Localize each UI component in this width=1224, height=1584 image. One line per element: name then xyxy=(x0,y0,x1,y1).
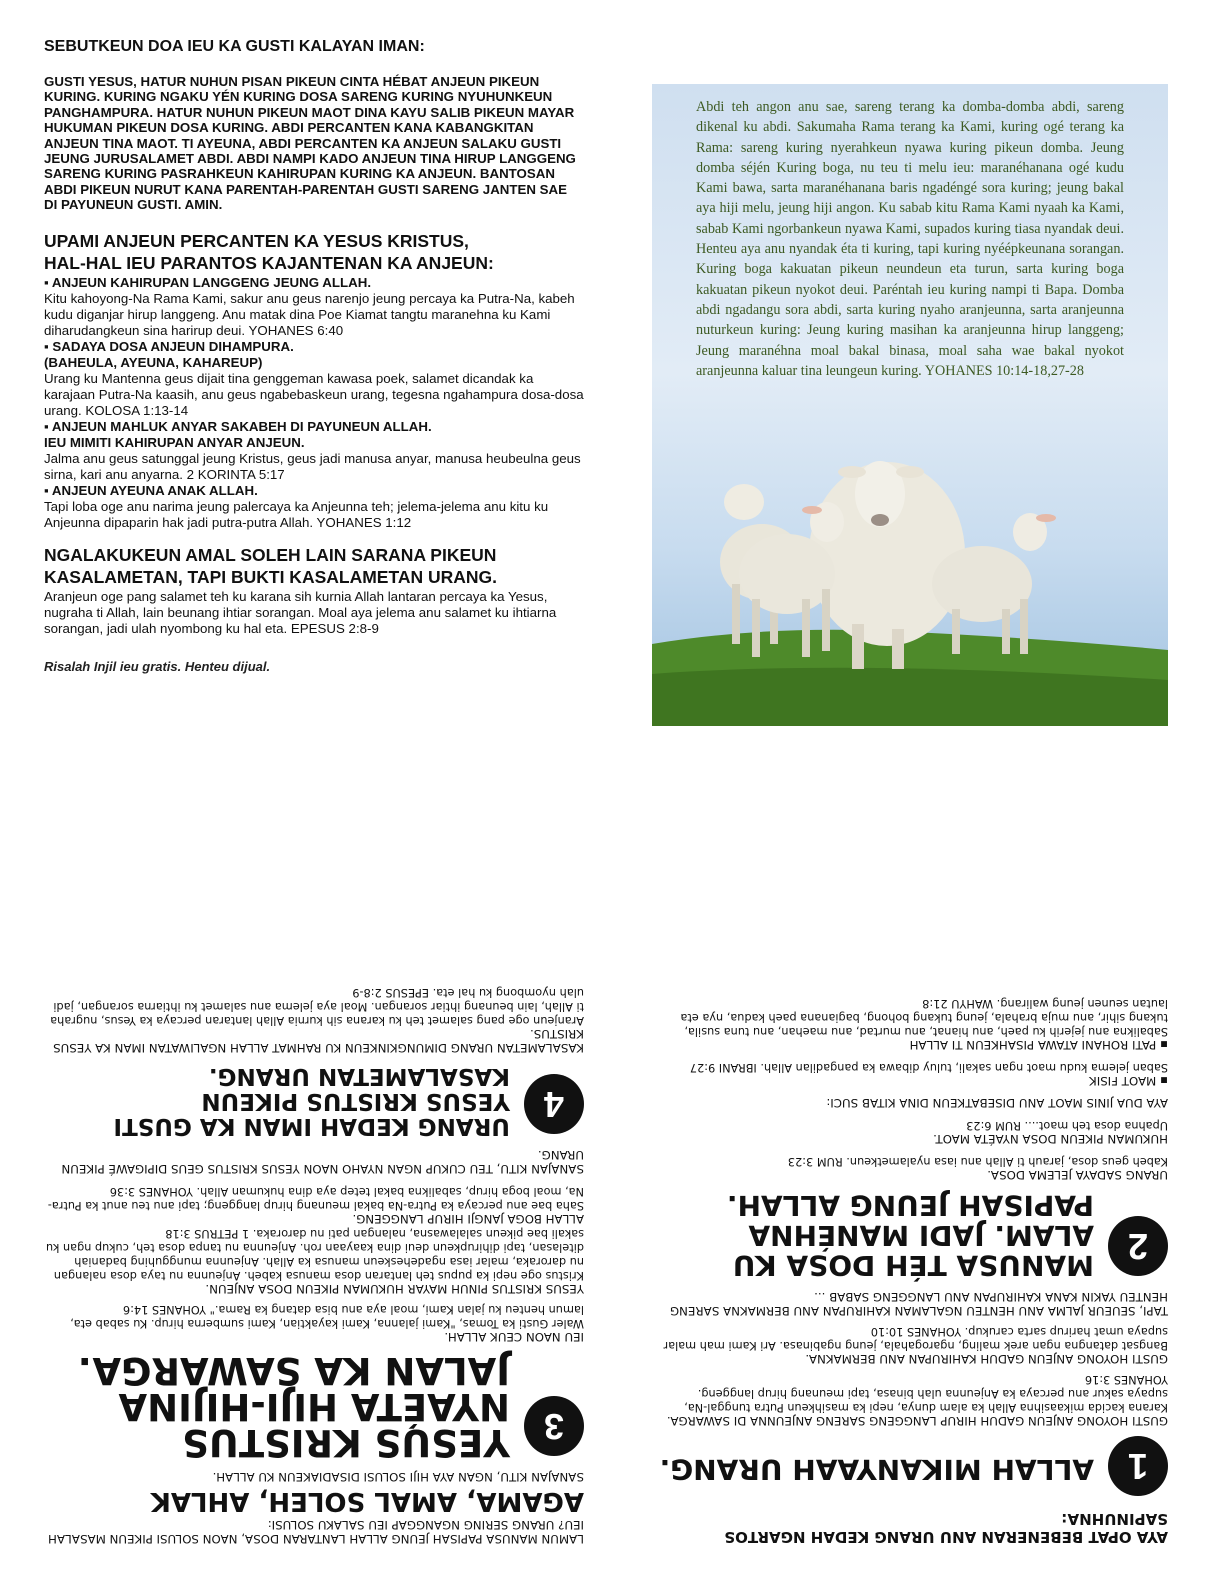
step-3-point-b: YESUS KRISTUS PINUH MAYAR HUKUMAN PIKEUN DOSA ANJEUN. xyxy=(205,1282,584,1296)
bullet-forgiven-sub: (BAHEULA, AYEUNA, KAHAREUP) xyxy=(44,354,263,370)
step-2-point-e-text: Sabalikna anu jejerih ku paeh, anu hianat, anu murtad, anu maehan, anu tuna susila, tukang sihir, anu muja brahala, jeung tukang bohong, bagianana paeh kadua, nya eta lautan seunen jeung walirang. WAHYU 21:8 xyxy=(680,997,1168,1038)
step-2-number: 2 xyxy=(1108,1216,1168,1276)
step-1-number: 1 xyxy=(1108,1436,1168,1496)
step-2-point-b-text: Upahna dosa teh maot.... RUM 6:23 xyxy=(966,1119,1168,1132)
step-1-point-a: GUSTI HOYONG ANJEUN GADUH HIRUP LANGGENG SARENG ANJEUNNA DI SAWARGA. xyxy=(666,1414,1168,1428)
step-3-point-b-text: Kristus oge nepi ka pupus teh lantaran dosa manusa kabeh. Anjeunna nu taya dosa nalangan nu daroraka, malar iasa ngadeheskeun manusa ka Allah. Anjeunna mungguhing badaniah ditelasan, tapi dihirupkeun deui dina kaayaan roh. Anjeunna nu tanpa dosa teh, cukup ngan ku sakali bae pikeun salalawasna, nalangan pati nu daroraka. 1 PETRUS 3:18 xyxy=(46,1227,584,1282)
step-2-title: MANUSA TÉH DOSA KU ALAM. JADI MANÉHNA PAPISAH JEUNG ALLAH. xyxy=(726,1189,1094,1282)
step-3-point-a-text: Waler Gusti ka Tomas, "Kami jalanna, Kami kayaktian, Kami sumberna hirup. Ku sabab eta, lamun henteu ku jalan Kami, moal aya anu bisa datang ka Rama." YOHANES 14:6 xyxy=(70,1303,584,1330)
bullet-eternal-life: ▪ ANJEUN KAHIRUPAN LANGGENG JEUNG ALLAH. xyxy=(44,274,372,290)
step-3 xyxy=(44,1349,584,1464)
step-4 xyxy=(44,1063,584,1138)
step-2-point-a-text: Kabeh geus dosa, jarauh ti Allah anu iasa nyalametkeun. RUM 3:23 xyxy=(787,1155,1168,1168)
agama-heading: AGAMA, AMAL SOLEH, AHLAK xyxy=(150,1486,584,1516)
step-2-point-d: ▪ MAOT FISIK xyxy=(1089,1074,1168,1088)
solution-intro: LAMUN MANUSA PAPISAH JEUNG ALLAH LANTARAN DOSA, NAON SOLUSI PIKEUN MASALAH IEU? URANG SERING NGANGGAP IEU SALAKU SOLUSI: xyxy=(48,1518,584,1546)
step-1-point-c: TAPI, SEUEUR JALMA ANU HENTEU NGALAMAN KAHIRUPAN ANU BERMAKNA SARENG HENTEU YAKIN KANA KAHIRUPAN ANU LANGGENG SABAB ... xyxy=(669,1290,1168,1318)
prayer-heading: SEBUTKEUN DOA IEU KA GUSTI KALAYAN IMAN: xyxy=(44,38,425,55)
step-2-point-e: ▪ PATI ROHANI ATAWA PISAHKEUN TI ALLAH xyxy=(909,1038,1168,1052)
step-3-point-d: SANAJAN KITU, TEU CUKUP NGAN NYAHO NAON YESUS KRISTUS GEUS DIPIGAWÉ PIKEUN URANG. xyxy=(61,1148,584,1176)
bullet-child-of-god-text: Tapi loba oge anu narima jeung palercaya ka Anjeunna teh; jelema-jelema anu kitu ku Anjeunna dipaparin hak jadi putra-putra Allah. YOHANES 1:12 xyxy=(44,498,549,530)
step-3-point-c-text: Saha bae anu percaya ka Putra-Na bakal meunang hirup langgeng; tapi anu teu anut ka Putra-Na, moal boga hirup, sabalikna bakal tetep aya dina hukuman Allah. YOHANES 3:36 xyxy=(47,1185,584,1212)
step-4-point-a: KASALAMETAN URANG DIMUNGKINKEUN KU RAHMAT ALLAH NGALIWATAN IMAN KA YESUS KRISTUS. xyxy=(53,1027,584,1055)
section-heading-3: NGALAKUKEUN AMAL SOLEH LAIN SARANA PIKEUN xyxy=(44,544,497,565)
section-heading-1: UPAMI ANJEUN PERCANTEN KA YESUS KRISTUS, xyxy=(44,230,469,251)
step-1 xyxy=(648,1436,1168,1500)
bullet-new-creature-text: Jalma anu geus satunggal jeung Kristus, geus jadi manusa anyar, manusa heubeulna geus sirna, kari anu anyarna. 2 KORINTA 5:17 xyxy=(44,450,581,482)
step-4-title: URANG KEDAH IMAN KA GUSTI YESUS KRISTUS PIKEUN KASALAMETAN URANG. xyxy=(113,1063,510,1139)
left-text-column xyxy=(44,38,584,687)
only-one-solution: SANAJAN KITU, NGAN AYA HIJI SOLUSI DISADIAKEUN KU ALLAH. xyxy=(212,1470,584,1484)
step-4-point-a-text: Aranjeun oge pang salamet teh ku karana sih kurnia Allah lantaran percaya ka Yesus, nugraha ti Allah, lain beunang ihtiar sorangan. Moal aya jelema anu salamet ku ihtiarna sorangan, jadi ulah nyombong ku hal eta. EPESUS 2:8-9 xyxy=(50,986,584,1027)
bullet-child-of-god: ▪ ANJEUN AYEUNA ANAK ALLAH. xyxy=(44,482,258,498)
step-4-number: 4 xyxy=(524,1074,584,1134)
truths-column xyxy=(648,996,1168,1546)
bullet-forgiven: ▪ SADAYA DOSA ANJEUN DIHAMPURA. xyxy=(44,338,294,354)
free-tract-note: Risalah Injil ieu gratis. Henteu dijual. xyxy=(44,658,271,674)
bullet-new-creature-sub: IEU MIMITI KAHIRUPAN ANYAR ANJEUN. xyxy=(44,434,305,450)
step-1-point-b-text: Bangsat datangna ngan arek maling, ngarogahala, jeung ngabinasa. Ari Kami mah malar supaya umat harirup sarta carukup. YOHANES 10:10 xyxy=(663,1325,1168,1352)
scripture-verse: Abdi teh angon anu sae, sareng terang ka domba-domba abdi, sareng dikenal ku abdi. Sakumaha Rama terang ka Kami, kuring ogé terang ka Rama: sareng kuring nyerahkeun nyawa kuring pikeun domba. Jeung domba séjén Kuring boga, nu teu ti melu ieu: maranéhanana ogé kudu Kami bawa, sarta maranéhanana baris ngadéngé sora kuring; jeung bakal aya hiji melu, jeung hiji angon. Ku sabab kitu Rama Kami nyaah ka Kami, sabab Kami ngorbankeun nyawa Kami, supados kuring tiasa nyandak deui. Henteu aya anu nyandak éta ti kuring, tapi kuring nyéépkeunana sorangan. Kuring boga kakuatan pikeun neundeun eta turun, sarta kuring boga kakuatan pikeun nyokot deui. Paréntah ieu kuring nampi ti Bapa. Domba abdi ngadangu sora abdi, sarta kuring nyaho aranjeunna, sarta aranjeunna nuturkeun kuring: Jeung kuring masihan ka aranjeunna hirup langgeng; Jeung maranéhna moal bakal binasa, moal saha wae bakal nyokot aranjeunna kaluar tina leungeun kuring. YOHANES 10:14-18,27-28 xyxy=(696,99,1124,379)
bullet-eternal-life-text: Kitu kahoyong-Na Rama Kami, sakur anu geus narenjo jeung percaya ka Putra-Na, kabeh kudu diganjar hirup langgeng. Anu matak dina Poe Kiamat tangtu maranehna ku Kami diharudangkeun sina harirup deui. YOHANES 6:40 xyxy=(44,290,575,338)
step-2 xyxy=(648,1190,1168,1280)
step-1-point-b: GUSTI HOYONG ANJEUN GADUH KAHIRUPAN ANU BERMAKNA. xyxy=(805,1352,1168,1366)
prayer-text: GUSTI YESUS, HATUR NUHUN PISAN PIKEUN CINTA HÉBAT ANJEUN PIKEUN KURING. KURING NGAKU YÉN KURING DOSA SARENG KURING NYUHUNKEUN PANGHAMPURA. HATUR NUHUN PIKEUN MAOT DINA KAYU SALIB PIKEUN MAYAR HUKUMAN PIKEUN DOSA KURING. ABDI PERCANTEN KANA KABANGKITAN ANJEUN TINA MAOT. TI AYEUNA, ABDI PERCANTEN KA ANJEUN SALAKU GUSTI JEUNG JURUSALAMET ABDI. ABDI NAMPI KADO ANJEUN TINA HIRUP LANGGENG SARENG KURING PASRAHKEUN KAHIRUPAN KURING KA ANJEUN. BANTOSAN ABDI PIKEUN NURUT KANA PARENTAH-PARENTAH GUSTI SARENG JANTEN SAE DI PAYUNEUN GUSTI. AMIN. xyxy=(44,74,576,213)
upside-down-panel xyxy=(0,792,1224,1584)
section-heading-2: HAL-HAL IEU PARANTOS KAJANTENAN KA ANJEUN: xyxy=(44,252,494,273)
step-3-point-a: IEU NAON CEUK ALLAH. xyxy=(444,1330,584,1344)
section-heading-4: KASALAMETAN, TAPI BUKTI KASALAMETAN URANG. xyxy=(44,566,498,587)
step-1-title: ALLAH MIKANYAAH URANG. xyxy=(659,1453,1094,1486)
step-3-number: 3 xyxy=(524,1396,584,1456)
section-works-text: Aranjeun oge pang salamet teh ku karana sih kurnia Allah lantaran percaya ka Yesus, nugraha ti Allah, lain beunang ihtiar sorangan. Moal aya jelema anu salamet ku ihtiarna sorangan, jadi ulah nyombong ku hal eta. EPESUS 2:8-9 xyxy=(44,588,557,636)
step-2-point-b: HUKUMAN PIKEUN DOSA NYAÉTA MAOT. xyxy=(933,1132,1168,1146)
four-truths-intro: AYA OPAT BEBENERAN ANU URANG KEDAH NGARTOS SAPINUHNA: xyxy=(724,1510,1168,1546)
step-3-point-c: ALLAH BOGA JANGJI HIRUP LANGGENG. xyxy=(352,1212,584,1226)
step-2-point-d-text: Saban jelema kudu maot ngan sakali, tuluy dibawa ka pangadilan Allah. IBRANI 9:27 xyxy=(689,1061,1168,1074)
step-1-point-a-text: Karana kacida mikaasihna Allah ka alam dunya, nepi ka masihkeun Putra tunggal-Na, supaya sakur anu percaya ka Anjeunna ulah binasa, tapi meunang hirup langgeng. YOHANES 3:16 xyxy=(684,1373,1168,1414)
step-2-point-a: URANG SADAYA JELEMA DOSA. xyxy=(987,1168,1168,1182)
bullet-new-creature: ▪ ANJEUN MAHLUK ANYAR SAKABEH DI PAYUNEUN ALLAH. xyxy=(44,418,432,434)
step-2-point-c: AYA DUA JINIS MAOT ANU DISEBATKEUN DINA KITAB SUCI: xyxy=(826,1096,1168,1110)
bullet-forgiven-text: Urang ku Mantenna geus dijait tina genggeman kawasa poek, salamet dicandak ka karajaan Putra-Na kaasih, anu geus ngabebaskeun urang, tegesna ngahampura dosa-dosa urang. KOLOSA 1:13-14 xyxy=(44,370,584,418)
solution-column xyxy=(44,985,584,1546)
step-3-title: YESUS KRISTUS NYAÉTA HIJI-HIJINA JALAN KA SAWARGA. xyxy=(77,1349,510,1464)
